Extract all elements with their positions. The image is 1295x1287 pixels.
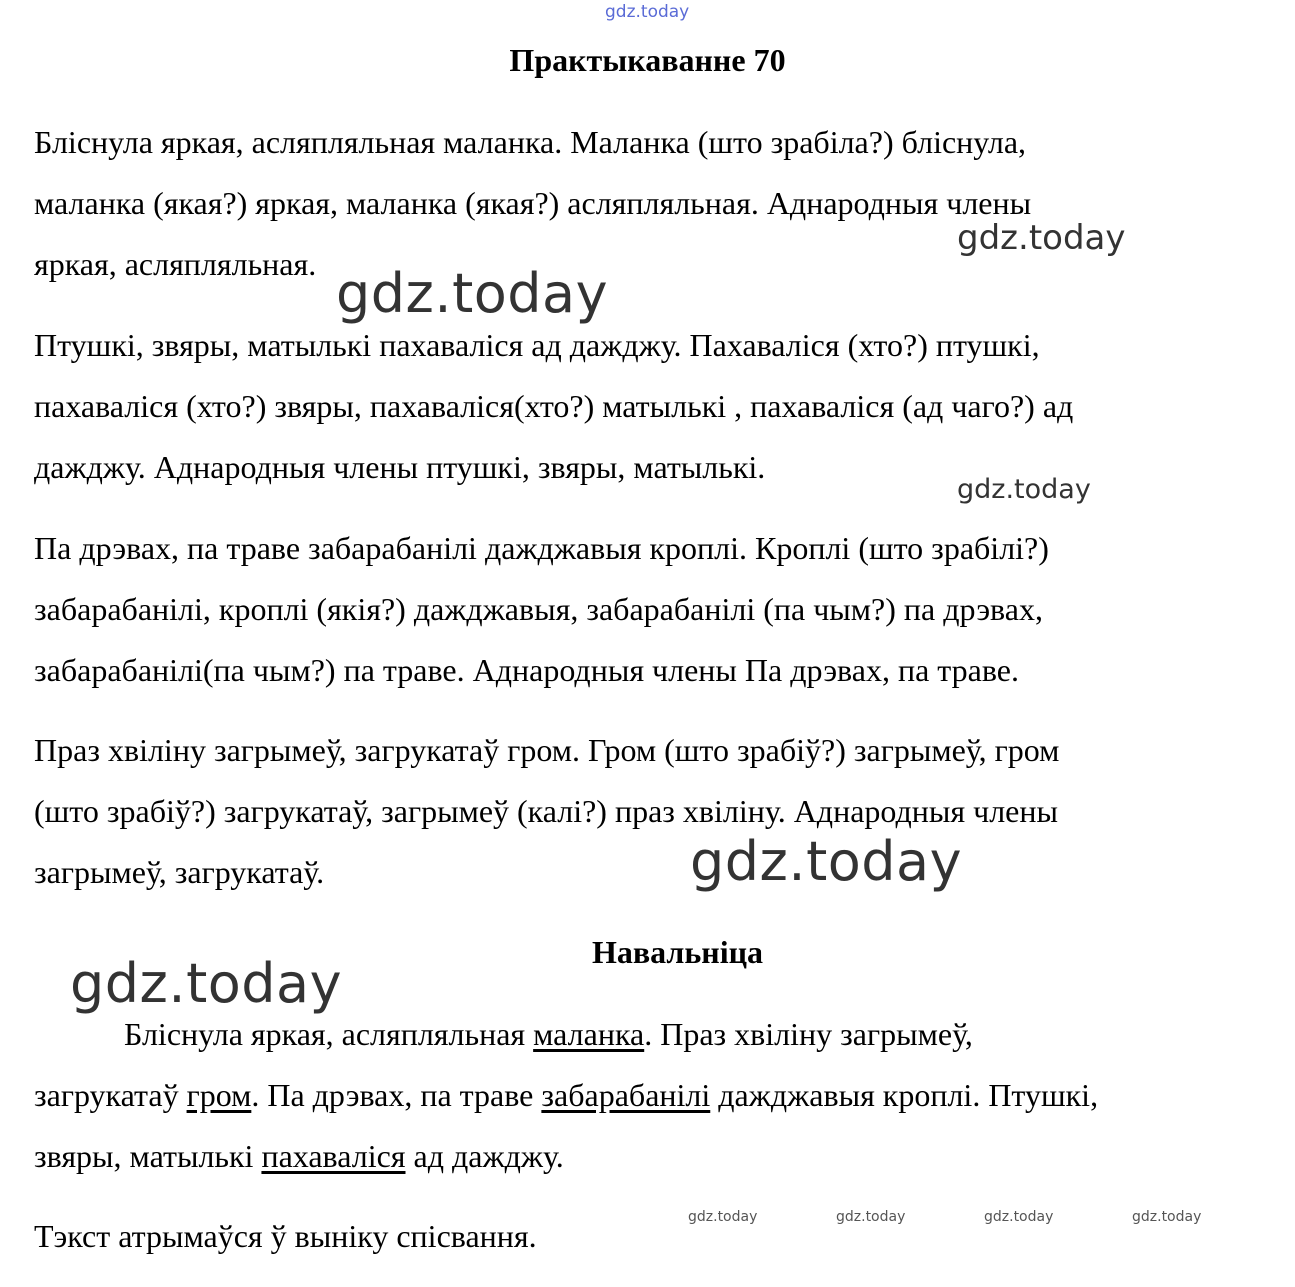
watermark: gdz.today <box>690 830 963 893</box>
paragraph-line: забарабанілі(па чым?) па траве. Аднародныя члены Па дрэвах, па траве. <box>34 652 1019 688</box>
paragraph-3 <box>34 518 1264 701</box>
underlined-word: гром <box>186 1077 252 1113</box>
paragraph-line: маланка (якая?) яркая, маланка (якая?) асляпляльная. Аднародныя члены <box>34 185 1032 221</box>
watermark: gdz.today <box>70 952 343 1015</box>
footer-note: Тэкст атрымаўся ў выніку спісвання. <box>34 1218 537 1254</box>
paragraph-line: Бліснула яркая, асляпляльная маланка. Маланка (што зрабіла?) бліснула, <box>34 124 1027 160</box>
watermark: gdz.today <box>957 218 1126 258</box>
watermark: gdz.today <box>836 1209 906 1225</box>
paragraph-line: пахаваліся (хто?) звяры, пахаваліся(хто?) матылькі , пахаваліся (ад чаго?) ад <box>34 388 1074 424</box>
story-title: Навальніца <box>591 934 764 970</box>
story-text <box>34 1004 1264 1187</box>
page-title: Практыкаванне 70 <box>509 42 786 78</box>
watermark: gdz.today <box>957 474 1091 505</box>
story-line-2: загрукатаў гром. Па дрэвах, па траве забарабанілі дажджавыя кроплі. Птушкі, <box>34 1077 1099 1113</box>
underlined-word: пахаваліся <box>261 1138 406 1174</box>
paragraph-2 <box>34 315 1264 498</box>
paragraph-line: яркая, асляпляльная. <box>34 246 317 282</box>
paragraph-line: забарабанілі, кроплі (якія?) дажджавыя, забарабанілі (па чым?) па дрэвах, <box>34 591 1043 627</box>
paragraph-line: дажджу. Аднародныя члены птушкі, звяры, матылькі. <box>34 449 766 485</box>
watermark-top: gdz.today <box>605 2 690 22</box>
story-line-3: звяры, матылькі пахаваліся ад дажджу. <box>34 1138 564 1174</box>
paragraph-line: Птушкі, звяры, матылькі пахаваліся ад дажджу. Пахаваліся (хто?) птушкі, <box>34 327 1040 363</box>
watermark: gdz.today <box>984 1209 1054 1225</box>
watermark: gdz.today <box>336 262 609 325</box>
paragraph-4 <box>34 720 1264 903</box>
paragraph-line: Праз хвіліну загрымеў, загрукатаў гром. Гром (што зрабіў?) загрымеў, гром <box>34 732 1060 768</box>
underlined-word: забарабанілі <box>541 1077 711 1113</box>
paragraph-line: (што зрабіў?) загрукатаў, загрымеў (калі?) праз хвіліну. Аднародныя члены <box>34 793 1058 829</box>
watermark: gdz.today <box>1132 1209 1202 1225</box>
underlined-word: маланка <box>533 1016 645 1052</box>
watermark: gdz.today <box>688 1209 758 1225</box>
paragraph-line: загрымеў, загрукатаў. <box>34 854 325 890</box>
paragraph-line: Па дрэвах, па траве забарабанілі дажджавыя кроплі. Кроплі (што зрабілі?) <box>34 530 1049 566</box>
story-line-1: Бліснула яркая, асляпляльная маланка. Праз хвіліну загрымеў, <box>124 1016 973 1052</box>
paragraph-1 <box>34 112 1264 295</box>
